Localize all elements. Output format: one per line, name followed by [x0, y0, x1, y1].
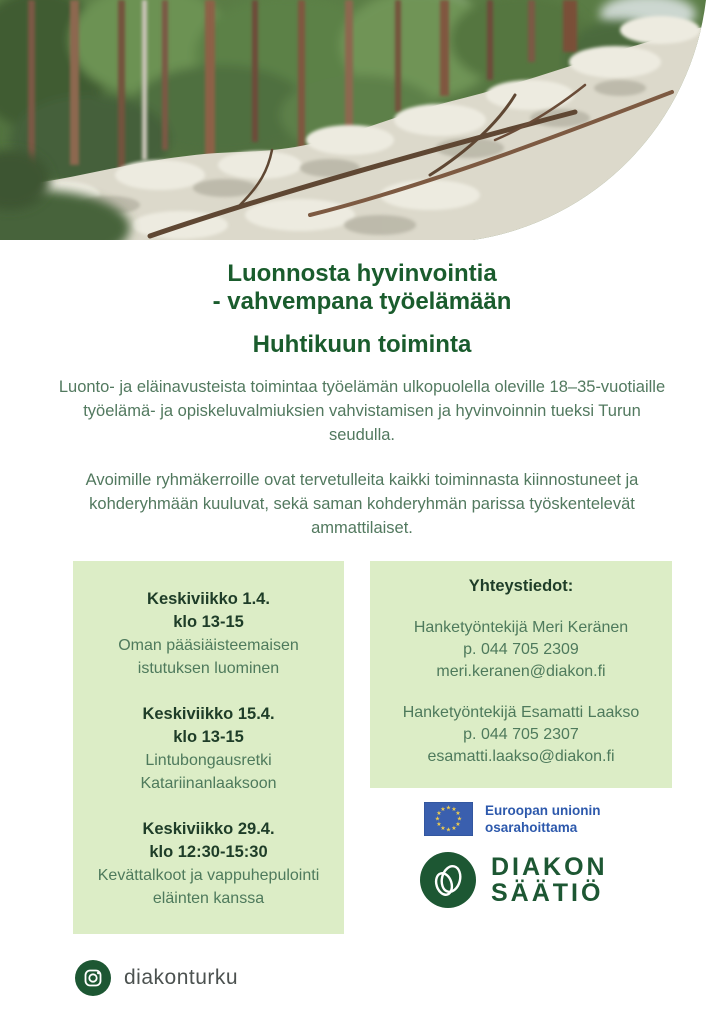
contact-2-email[interactable]: esamatti.laakso@diakon.fi [427, 748, 615, 765]
right-column [370, 561, 672, 908]
diakon-text-line1: DIAKON [491, 853, 608, 881]
eu-text-line1: Euroopan unionin [485, 803, 601, 818]
event-3-date: Keskiviikko 29.4. [142, 820, 275, 838]
svg-text:★: ★ [440, 806, 446, 813]
eu-flag-icon [424, 802, 473, 836]
main-title [0, 260, 724, 316]
svg-text:★: ★ [440, 825, 446, 832]
diakon-logo-icon [420, 852, 476, 908]
event-2-date: Keskiviikko 15.4. [142, 705, 275, 723]
diakon-logo-text [491, 854, 608, 906]
svg-text:★: ★ [456, 815, 463, 823]
svg-text:★: ★ [445, 804, 452, 812]
event-1 [81, 588, 336, 680]
contact-1-phone: p. 044 705 2309 [463, 641, 579, 658]
svg-text:★: ★ [451, 806, 457, 813]
diakon-logo [420, 852, 672, 908]
contact-1-email[interactable]: meri.keranen@diakon.fi [436, 663, 606, 680]
contact-person-2 [382, 702, 660, 768]
instagram-handle[interactable]: diakonturku [124, 966, 239, 989]
svg-text:★: ★ [455, 821, 461, 828]
svg-text:★: ★ [436, 810, 442, 817]
forest-photo [0, 0, 724, 240]
event-1-description: Oman pääsiäisteemaisen istutuksen luominen [118, 637, 299, 677]
schedule-box [73, 561, 344, 934]
event-2-description: Lintubongausretki Katariinanlaaksoon [140, 752, 277, 792]
event-3-description: Kevättalkoot ja vappuhepulointi eläinten kanssa [97, 867, 320, 907]
instagram-icon[interactable] [75, 960, 111, 996]
svg-text:★: ★ [455, 810, 461, 817]
contacts-heading: Yhteystiedot: [468, 577, 574, 595]
svg-text:★: ★ [436, 821, 442, 828]
eu-funding [424, 802, 672, 836]
contact-2-name: Hanketyöntekijä Esamatti Laakso [402, 704, 640, 721]
event-2-time: klo 13-15 [173, 728, 244, 746]
main-title-line2: - vahvempana työelämään [212, 288, 512, 315]
event-2 [81, 703, 336, 795]
subtitle: Huhtikuun toiminta [252, 331, 472, 358]
svg-text:★: ★ [451, 825, 457, 832]
content-columns [73, 561, 724, 934]
event-1-time: klo 13-15 [173, 613, 244, 631]
main-title-line1: Luonnosta hyvinvointia [227, 260, 497, 287]
contacts-box [370, 561, 672, 788]
eu-funding-text [485, 802, 600, 836]
eu-text-line2: osarahoittama [485, 820, 578, 835]
event-3-time: klo 12:30-15:30 [149, 843, 268, 861]
diakon-text-line2: SÄÄTIÖ [491, 879, 604, 907]
event-3 [81, 818, 336, 910]
contact-2-phone: p. 044 705 2307 [463, 726, 579, 743]
intro-paragraph-2: Avoimille ryhmäkerroille ovat tervetulleita kaikki toiminnasta kiinnostuneet ja kohderyhmään kuuluvat, sekä saman kohderyhmän parissa työskentelevät ammattilaiset. [85, 471, 639, 537]
intro-paragraph-1: Luonto- ja eläinavusteista toimintaa työelämän ulkopuolella oleville 18–35-vuotiaille työelämä- ja opiskeluvalmiuksien vahvistamisen ja hyvinvoinnin tueksi Turun seudulla. [58, 378, 666, 444]
contact-1-name: Hanketyöntekijä Meri Keränen [413, 619, 629, 636]
event-1-date: Keskiviikko 1.4. [147, 590, 270, 608]
contact-person-1 [382, 617, 660, 683]
social-row[interactable] [75, 960, 724, 996]
svg-text:★: ★ [445, 826, 452, 834]
svg-text:★: ★ [434, 815, 441, 823]
